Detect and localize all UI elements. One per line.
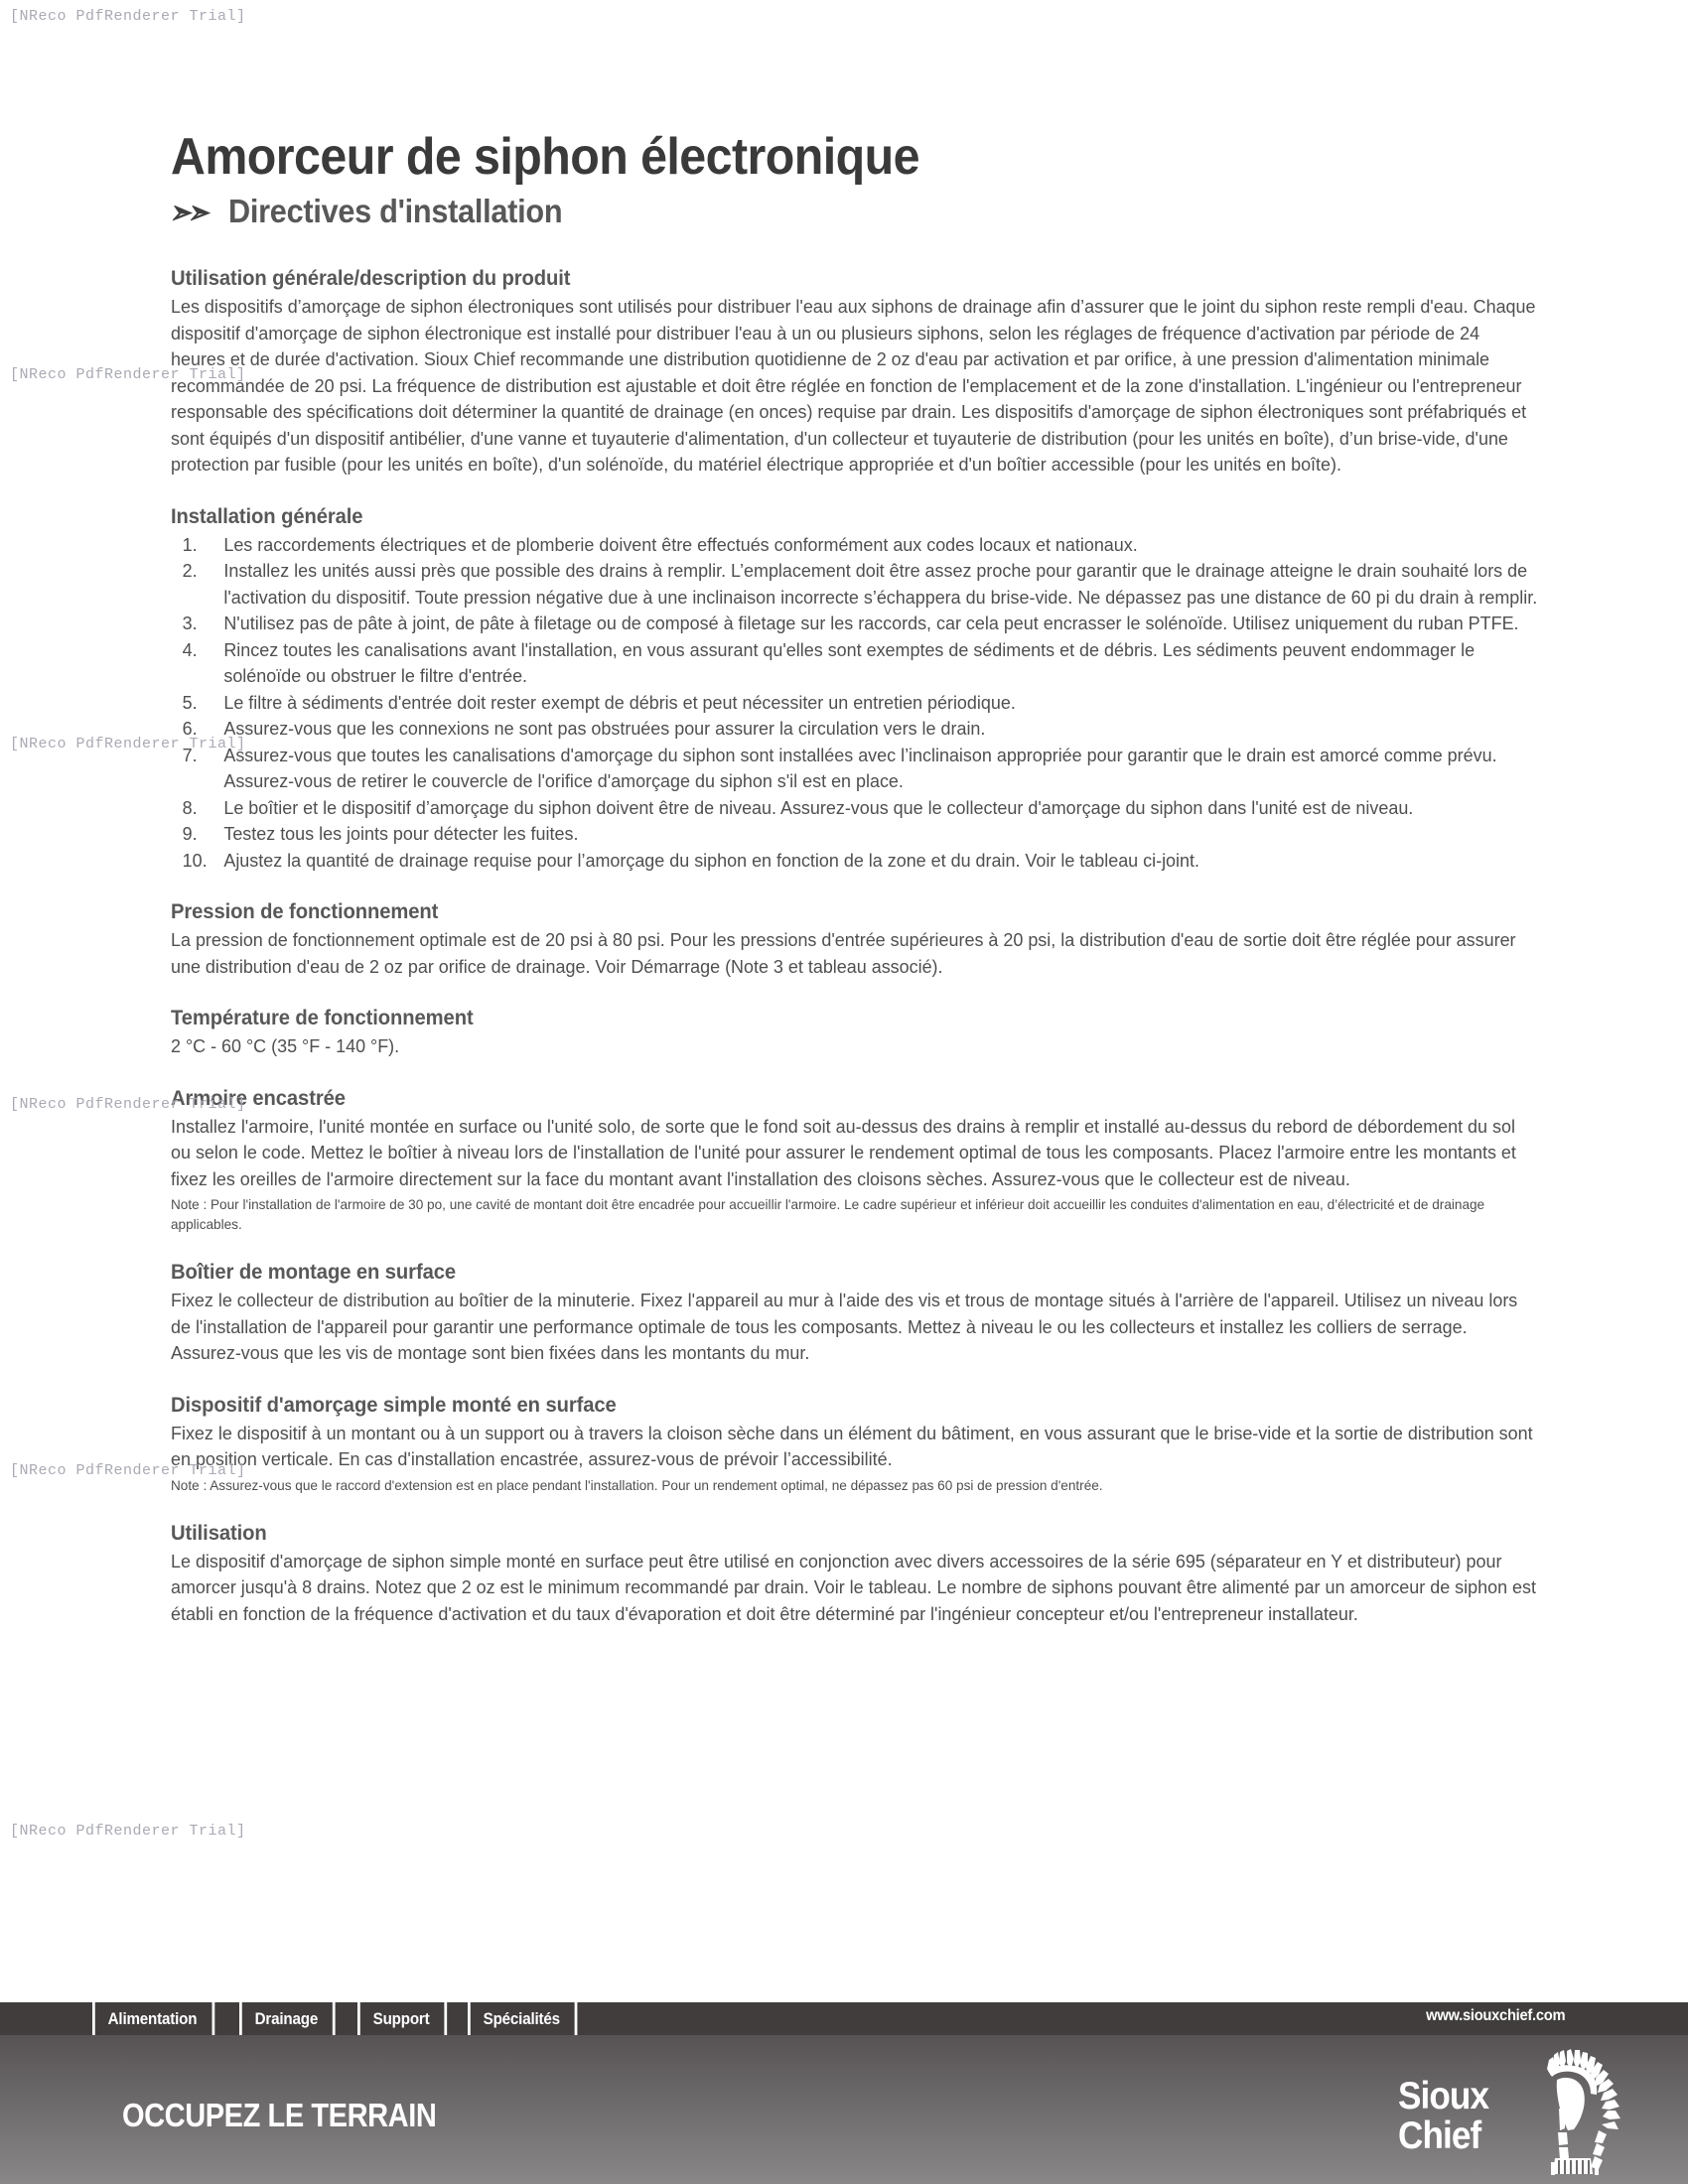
list-item: Les raccordements électriques et de plomberie doivent être effectués conformément aux codes locaux et nationaux. [223, 533, 1138, 555]
native-american-chief-headdress-icon [1511, 2047, 1622, 2176]
section-pression-de-fonctionnement [171, 899, 1580, 980]
list-item: Le filtre à sédiments d'entrée doit rester exempt de débris et peut nécessiter un entretien périodique. [223, 691, 1016, 713]
section-body: La pression de fonctionnement optimale est de 20 psi à 80 psi. Pour les pressions d'entrée supérieures à 20 psi, la distribution d'eau de sortie doit être réglée pour assurer une distribution d'eau de 2 oz par orifice de drainage. Voir Démarrage (Note 3 et tableau associé). [171, 929, 1516, 977]
section-heading: Pression de fonctionnement [171, 899, 439, 923]
page-subtitle: Directives d'installation [228, 193, 563, 229]
section-body: 2 °C - 60 °C (35 °F - 140 °F). [171, 1035, 400, 1056]
trial-watermark: [NReco PdfRenderer Trial] [10, 1462, 246, 1479]
section-heading: Utilisation générale/description du produit [171, 266, 571, 290]
brand-footer-band [0, 2035, 1688, 2184]
list-item: N'utilisez pas de pâte à joint, de pâte à filetage ou de composé à filetage sur les raccords, car cela peut encrasser le solénoïde. Utilisez uniquement du ruban PTFE. [223, 613, 1519, 633]
trial-watermark: [NReco PdfRenderer Trial] [10, 8, 246, 25]
section-heading: Armoire encastrée [171, 1085, 346, 1110]
section-dispositif-amorcage-simple [171, 1393, 1580, 1495]
content-column [168, 128, 1580, 1653]
section-body: Fixez le collecteur de distribution au boîtier de la minuterie. Fixez l'appareil au mur à l'aide des vis et trous de montage situés à l'arrière de l'appareil. Utilisez un niveau lors de l'installation de l'appareil pour garantir une performance optimale de tous les composants. Mettez à niveau le ou les collecteurs et installez les colliers de serrage. Assurez-vous que les vis de montage sont bien fixées dans les montants du mur. [171, 1290, 1518, 1363]
section-body: Fixez le dispositif à un montant ou à un support ou à travers la cloison sèche dans un élément du bâtiment, en vous assurant que le brise-vide et la sortie de distribution sont en position verticale. En cas d'installation encastrée, assurez-vous de prévoir l’accessibilité. [171, 1422, 1533, 1469]
footer-tab-support[interactable]: Support [357, 2002, 447, 2035]
section-note: Note : Assurez-vous que le raccord d'extension est en place pendant l'installation. Pour un rendement optimal, ne dépassez pas 60 psi de pression d'entrée. [171, 1476, 1103, 1493]
logo-line-2: Chief [1398, 2115, 1481, 2157]
footer-nav-tabs [92, 2002, 601, 2035]
list-item: Installez les unités aussi près que possible des drains à remplir. L’emplacement doit être assez proche pour garantir que le drainage atteigne le drain souhaité lors de l'activation du dispositif. Toute pression négative due à une inclinaison incorrecte s’échappera du brise-vide. Ne dépassez pas une distance de 60 pi du drain à remplir. [223, 560, 1538, 608]
footer-tab-drainage[interactable]: Drainage [239, 2002, 336, 2035]
list-item: Rincez toutes les canalisations avant l'installation, en vous assurant qu'elles sont exemptes de sédiments et de débris. Les sédiments peuvent endommager le solénoïde ou obstruer le filtre d'entrée. [223, 638, 1476, 686]
footer-nav-bar [0, 2002, 1688, 2035]
section-boitier-de-montage-en-surface [171, 1260, 1580, 1367]
section-utilisation-generale [171, 266, 1580, 478]
section-heading: Température de fonctionnement [171, 1006, 474, 1029]
sioux-chief-logo [1398, 2047, 1626, 2176]
list-item: Le boîtier et le dispositif d’amorçage du siphon doivent être de niveau. Assurez-vous que le collecteur d'amorçage du siphon dans l'unité est de niveau. [223, 796, 1414, 818]
footer-tab-specialites[interactable]: Spécialités [468, 2002, 577, 2035]
section-heading: Boîtier de montage en surface [171, 1260, 457, 1284]
installation-steps-list [171, 532, 1580, 875]
double-chevron-right-icon: ➣➣ [168, 193, 210, 230]
list-item: Assurez-vous que toutes les canalisations d'amorçage du siphon sont installées avec l’inclinaison appropriée pour garantir que le drain est amorcé comme prévu. Assurez-vous de retirer le couvercle de l'orifice d'amorçage du siphon s'il est en place. [223, 744, 1497, 791]
footer-website-url[interactable]: www.siouxchief.com [1425, 2007, 1565, 2024]
list-item: Testez tous les joints pour détecter les fuites. [223, 823, 579, 844]
logo-line-1: Sioux [1398, 2075, 1489, 2117]
brand-tagline: OCCUPEZ LE TERRAIN [122, 2097, 437, 2133]
section-utilisation [171, 1521, 1580, 1628]
trial-watermark: [NReco PdfRenderer Trial] [10, 366, 246, 383]
trial-watermark: [NReco PdfRenderer Trial] [10, 1823, 246, 1840]
section-body: Les dispositifs d’amorçage de siphon électroniques sont utilisés pour distribuer l'eau aux siphons de drainage afin d’assurer que le joint du siphon reste rempli d'eau. Chaque dispositif d'amorçage de siphon électronique est installé pour distribuer l'eau à un ou plusieurs siphons, selon les réglages de fréquence d'activation par période de 24 heures et de durée d'activation. Sioux Chief recommande une distribution quotidienne de 2 oz d'eau par activation et par orifice, à une pression d'alimentation minimale recommandée de 20 psi. La fréquence de distribution est ajustable et doit être réglée en fonction de l'emplacement et de la zone d'installation. L'ingénieur ou l'entrepreneur responsable des spécifications doit déterminer la quantité de drainage (en onces) requise par drain. Les dispositifs d'amorçage de siphon électroniques sont préfabriqués et sont équipés d'un dispositif antibélier, d'une vanne et tuyauterie d'alimentation, d'un collecteur et tuyauterie de distribution (pour les unités en boîte), d’un brise-vide, d'une protection par fusible (pour les unités en boîte), d'un solénoïde, du matériel électrique appropriée et d'un boîtier accessible (pour les unités en boîte). [171, 296, 1536, 475]
list-item: Assurez-vous que les connexions ne sont pas obstruées pour assurer la circulation vers le drain. [223, 718, 986, 739]
page-title: Amorceur de siphon électronique [171, 128, 919, 186]
section-body: Installez l'armoire, l'unité montée en surface ou l'unité solo, de sorte que le fond soit au-dessus des drains à remplir et installé au-dessus du rebord de débordement du sol ou selon le code. Mettez le boîtier à niveau lors de l'installation de l'unité pour assurer le rendement optimal de tous les composants. Placez l'armoire entre les montants et fixez les oreilles de l'armoire directement sur la face du montant avant l'installation des cloisons sèches. Assurez-vous que le collecteur est de niveau. [171, 1115, 1516, 1189]
section-heading: Utilisation [171, 1520, 267, 1545]
section-note: Note : Pour l'installation de l'armoire de 30 po, une cavité de montant doit être encadrée pour accueillir l'armoire. Le cadre supérieur et inférieur doit accueillir les conduites d'alimentation en eau, d’électricité et de drainage applicables. [171, 1196, 1485, 1232]
section-temperature-de-fonctionnement [171, 1006, 1580, 1060]
section-heading: Dispositif d'amorçage simple monté en surface [171, 1392, 617, 1417]
trial-watermark: [NReco PdfRenderer Trial] [10, 736, 246, 752]
section-installation-generale [171, 504, 1580, 875]
list-item: Ajustez la quantité de drainage requise pour l’amorçage du siphon en fonction de la zone et du drain. Voir le tableau ci-joint. [223, 849, 1199, 871]
section-body: Le dispositif d'amorçage de siphon simple monté en surface peut être utilisé en conjonction avec divers accessoires de la série 695 (séparateur en Y et distributeur) pour amorcer jusqu'à 8 drains. Notez que 2 oz est le minimum recommandé par drain. Voir le tableau. Le nombre de siphons pouvant être alimenté par un amorceur de siphon est établi en fonction de la fréquence d'activation et du taux d'évaporation et doit être déterminé par l'ingénieur concepteur et/ou l'entrepreneur installateur. [171, 1550, 1536, 1624]
section-heading: Installation générale [171, 503, 363, 528]
logo-wordmark [1398, 2077, 1488, 2156]
footer-tab-alimentation[interactable]: Alimentation [92, 2002, 214, 2035]
section-armoire-encastree [171, 1086, 1580, 1235]
subtitle-row [168, 193, 1580, 230]
trial-watermark: [NReco PdfRenderer Trial] [10, 1096, 246, 1113]
